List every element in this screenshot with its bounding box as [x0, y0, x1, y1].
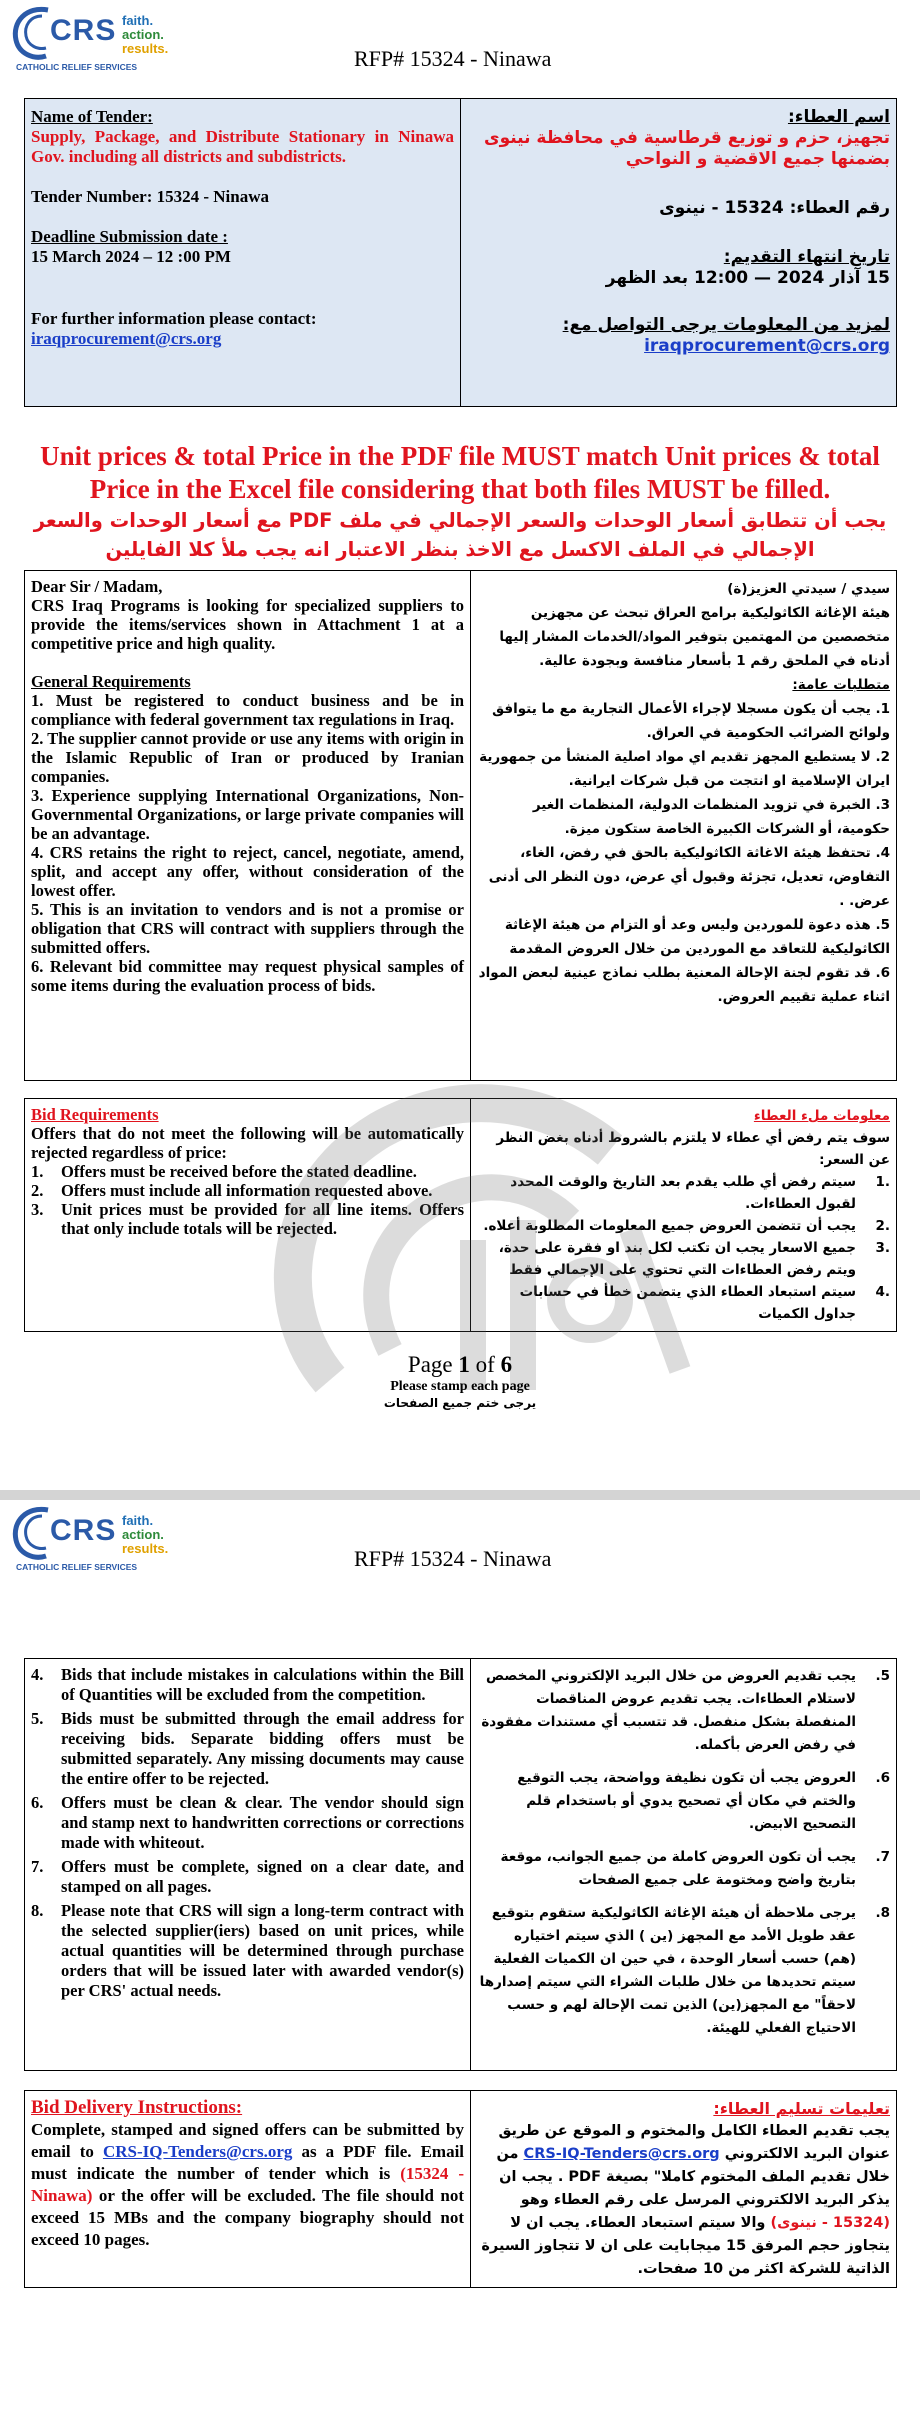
tender-reference: (15324 - Ninawa) — [31, 2164, 464, 2205]
bid-requirement-item: 1. Offers must be received before the stated deadline. — [31, 1162, 417, 1181]
bid-requirement-item-ar: 8. يرجى ملاحظة أن هيئة الإغاثة الكاثوليكية ستقوم بتوقيع عقد طويل الأمد مع المجهز (ين ) الذي سيتم اختياره (هم) حسب أسعار الوحدة ، في حين ان الكميات الفعلية سيتم تحديدها من خلال طلبات الشراء التي سيتم إصدارها لاحقاً" مع المجهز(ين) الذين تمت الإحالة لهم و حسب الاحتياج الفعلي للهيئة. — [479, 1905, 890, 2036]
logo-text: CRS — [50, 1514, 117, 1547]
contact-email-link-ar[interactable]: iraqprocurement@crs.org — [644, 336, 890, 356]
bid-requirement-item: 5. Bids must be submitted through the email address for receiving bids. Separate bidding offers must be submitted separately. Any missing documents may cause the entire offer to be rejected. — [31, 1709, 464, 1788]
requirement-item-ar: 1. يجب أن يكون مسجلا لإجراء الأعمال التجارية مع ما يتوافق ولوائح الضرائب الحكومية في العراق. — [492, 701, 890, 741]
logo-tag-faith: faith. — [122, 1513, 154, 1528]
tender-name-value-ar: تجهيز، حزم و توزيع قرطاسية في محافظة نينوى بضمنها جميع الاقضية و النواحي — [484, 128, 890, 169]
contact-email-link[interactable]: iraqprocurement@crs.org — [31, 329, 222, 348]
requirement-item-ar: 6. قد تقوم لجنة الإحالة المعنية بطلب نماذج عينية لبعض المواد اثناء عملية تقييم العروض. — [478, 965, 890, 1005]
general-requirements-english — [25, 571, 471, 1081]
page-separator — [0, 1490, 920, 1500]
requirement-item-ar: 3. الخبرة في تزويد المنظمات الدولية، المنظمات الغير حكومية، أو الشركات الكبيرة الخاصة ستكون ميزة. — [532, 797, 890, 837]
deadline-value: 15 March 2024 – 12 :00 PM — [31, 247, 231, 266]
bid-delivery-text: Complete, stamped and signed offers can be submitted by email to CRS-IQ-Tenders@crs.org as a PDF file. Email must indicate the number of tender which is (15324 - Ninawa) or the offer will be excluded. The file should not exceed 15 MBs and the company biography should not exceed 10 pages. — [31, 2120, 465, 2249]
tender-name-value: Supply, Package, and Distribute Stationary in Ninawa Gov. including all districts and subdistricts. — [31, 127, 454, 166]
crs-logo — [8, 1504, 178, 1584]
price-match-banner — [24, 440, 896, 564]
bid-requirement-item-ar: .4 سيتم استبعاد العطاء الذي يتضمن خطأ في حسابات جداول الكميات — [519, 1284, 890, 1322]
bid-requirements-english — [25, 1099, 471, 1332]
bid-requirement-item: 8. Please note that CRS will sign a long-term contract with the selected supplier(iers) based on unit prices, while actual quantities will be determined through purchase orders that will be issued later with awarded vendor(s) per CRS' actual needs. — [31, 1901, 464, 2000]
bid-requirements-continued-english — [25, 1659, 471, 2071]
page-header — [0, 1500, 920, 1595]
tender-info-table — [24, 98, 897, 407]
general-requirements-label-ar: متطلبات عامة: — [792, 677, 890, 693]
bid-requirements-table — [24, 1098, 897, 1332]
intro-text: CRS Iraq Programs is looking for specialized suppliers to provide the items/services shown in Attachment 1 at a competitive price and high quality. — [31, 596, 464, 653]
general-requirements-label: General Requirements — [31, 672, 191, 691]
bid-requirements-continued-arabic — [471, 1659, 897, 2071]
logo-tag-results: results. — [122, 41, 169, 56]
bid-requirement-item-ar: 5. يجب تقديم العروض من خلال البريد الإلكتروني المخصص لاستلام العطاءات. يجب تقديم عروض المناقصات المنفصلة بشكل منفصل. قد تتسبب أي مستندات مفقودة في رفض العرض بأكمله. — [481, 1668, 890, 1753]
bid-requirements-label: Bid Requirements — [31, 1105, 159, 1124]
logo-tagline — [122, 14, 168, 56]
stamp-note: Please stamp each page — [390, 1379, 530, 1394]
bid-requirements-text: Offers that do not meet the following will be automatically rejected regardless of price: — [31, 1124, 464, 1162]
deadline-label: Deadline Submission date : — [31, 227, 228, 246]
bid-requirement-item-ar: .2 يجب أن تتضمن العروض جميع المعلومات المطلوبة أعلاه. — [483, 1218, 890, 1234]
bid-delivery-english — [25, 2091, 471, 2288]
bid-requirement-item: 2. Offers must include all information requested above. — [31, 1181, 433, 1200]
crs-logo — [8, 4, 178, 84]
page-header — [0, 0, 920, 95]
salutation: Dear Sir / Madam, — [31, 577, 163, 596]
price-match-banner-ar: يجب أن تتطابق أسعار الوحدات والسعر الإجمالي في ملف PDF مع أسعار الوحدات والسعر الإجمالي في الملف الاكسل مع الاخذ بنظر الاعتبار انه يجب ملأ كلا الفايلين — [33, 509, 887, 561]
tender-reference-ar: (15324 - نينوى) — [770, 2215, 890, 2231]
bid-delivery-arabic — [471, 2091, 897, 2288]
logo-caption: CATHOLIC RELIEF SERVICES — [16, 62, 138, 72]
page-footer — [0, 1352, 920, 1411]
tender-number: Tender Number: 15324 - Ninawa — [31, 187, 270, 206]
bid-requirement-item-ar: 7. يجب أن تكون العروض كاملة من جميع الجوانب، موقعة بتاريخ واضح ومختومة على جميع الصفحات — [500, 1849, 890, 1888]
price-match-banner-en: Unit prices & total Price in the PDF file MUST match Unit prices & total Price in the Excel file considering that both files MUST be filled. — [40, 441, 880, 504]
requirement-item: 3. Experience supplying International Organizations, Non-Governmental Organizations, or large private companies will be an advantage. — [31, 786, 464, 843]
bid-delivery-label-ar: تعليمات تسليم العطاء: — [713, 2099, 890, 2118]
tender-info-english — [25, 99, 461, 407]
requirement-item: 5. This is an invitation to vendors and is not a promise or obligation that CRS will contract with suppliers through the submitted offers. — [31, 900, 464, 957]
document-page-2 — [0, 1500, 920, 2420]
salutation-ar: سيدي / سيدتي العزيز(ة) — [727, 581, 890, 597]
stamp-note-ar: يرجى ختم جميع الصفحات — [383, 1396, 537, 1410]
tender-number-ar: رقم العطاء: 15324 - نينوى — [659, 198, 890, 218]
requirement-item: 1. Must be registered to conduct business and be in compliance with federal government tax regulations in Iraq. — [31, 691, 464, 729]
bid-delivery-text-ar: يجب تقديم العطاء الكامل والمختوم و الموقع عن طريق عنوان البريد الالكتروني CRS-IQ-Tenders@crs.org من خلال تقديم الملف المختوم كاملا" بصيغة PDF . يجب ان يذكر البريد الالكتروني المرسل على رقم العطاء وهو (15324 - نينوى) والا سيتم استبعاد العطاء. يجب ان لا يتجاوز حجم المرفق 15 ميجابايت على ان لا تتجاوز السيرة الذاتية للشركة اكثر من 10 صفحات. — [481, 2123, 890, 2277]
deadline-value-ar: 15 آذار 2024 — 12:00 بعد الظهر — [605, 268, 890, 288]
tender-name-label: Name of Tender: — [31, 107, 153, 126]
requirement-item-ar: 4. تحتفظ هيئة الاغاثة الكاثوليكية بالحق في رفض، الغاء، التفاوض، تعديل، تجزئة وقبول أي عرض، دون النظر الى أدنى عرض. . — [488, 845, 890, 909]
bid-requirement-item-ar: 6. العروض يجب أن تكون نظيفة وواضحة، يجب التوقيع والختم في مكان أي تصحيح يدوي أو باستخدام قلم التصحيح الابيض. — [517, 1770, 890, 1832]
bid-requirement-item-ar: .3 جميع الاسعار يجب ان تكتب لكل بند او فقرة على حدة، ويتم رفض العطاءات التي تحتوي على الإجمالي فقط — [498, 1240, 890, 1278]
general-requirements-arabic — [471, 571, 897, 1081]
bid-requirements-arabic — [471, 1099, 897, 1332]
bid-requirement-item: 4. Bids that include mistakes in calculations within the Bill of Quantities will be excluded from the competition. — [31, 1665, 464, 1704]
requirement-item: 4. CRS retains the right to reject, cancel, negotiate, amend, split, and accept any offer, without consideration of the lowest offer. — [31, 843, 464, 900]
requirement-item-ar: 2. لا يستطيع المجهز تقديم اي مواد اصلية المنشأ من جمهورية ايران الإسلامية او انتجت من قبل شركات ايرانية. — [479, 749, 890, 789]
tenders-email-link[interactable]: CRS-IQ-Tenders@crs.org — [102, 2142, 293, 2161]
bid-requirement-item-ar: .1 سيتم رفض أي طلب يقدم بعد التاريخ والوقت المحدد لقبول العطاءات. — [510, 1174, 890, 1212]
rfp-title: RFP# 15324 - Ninawa — [354, 1546, 552, 1571]
bid-requirements-continued-table — [24, 1658, 897, 2071]
logo-tag-action: action. — [122, 27, 164, 42]
contact-line: For further information please contact: — [31, 309, 317, 328]
tender-name-label-ar: اسم العطاء: — [787, 107, 890, 127]
bid-requirements-label-ar: معلومات ملء العطاء — [753, 1108, 890, 1124]
bid-requirement-item: 3. Unit prices must be provided for all line items. Offers that only include totals will be rejected. — [31, 1200, 464, 1238]
logo-tag-action: action. — [122, 1527, 164, 1542]
logo-tag-results: results. — [122, 1541, 169, 1556]
tenders-email-link-ar[interactable]: CRS-IQ-Tenders@crs.org — [523, 2146, 720, 2162]
bid-requirement-item: 7. Offers must be complete, signed on a clear date, and stamped on all pages. — [31, 1857, 464, 1896]
requirement-item: 2. The supplier cannot provide or use any items with origin in the Islamic Republic of Iran or produced by Iranian companies. — [31, 729, 464, 786]
contact-line-ar: لمزيد من المعلومات يرجى التواصل مع: — [562, 315, 890, 335]
rfp-title: RFP# 15324 - Ninawa — [354, 46, 552, 71]
requirement-item-ar: 5. هذه دعوة للموردين وليس وعد أو التزام من هيئة الإغاثة الكاثوليكية للتعاقد مع الموردين من خلال العروض المقدمة — [504, 917, 890, 957]
logo-caption: CATHOLIC RELIEF SERVICES — [16, 1562, 138, 1572]
page-number: Page 1 of 6 — [407, 1352, 513, 1377]
intro-text-ar: هيئة الإغاثة الكاثوليكية برامج العراق تبحث عن مجهزين متخصصين من المهتمين بتوفير المواد/الخدمات المشار إليها أدناه في الملحق رقم 1 بأسعار منافسة وبجودة عالية. — [499, 605, 890, 669]
bid-delivery-label: Bid Delivery Instructions: — [31, 2097, 243, 2118]
logo-tagline — [122, 1514, 168, 1556]
tender-info-arabic — [461, 99, 897, 407]
general-requirements-table — [24, 570, 897, 1081]
bid-delivery-table — [24, 2090, 897, 2288]
bid-requirement-item: 6. Offers must be clean & clear. The vendor should sign and stamp next to handwritten corrections or corrections made with whiteout. — [31, 1793, 464, 1852]
logo-tag-faith: faith. — [122, 13, 154, 28]
logo-text: CRS — [50, 14, 117, 47]
bid-requirements-text-ar: سوف يتم رفض أي عطاء لا يلتزم بالشروط أدناه بغض النظر عن السعر: — [496, 1130, 890, 1168]
deadline-label-ar: تاريخ انتهاء التقديم: — [723, 247, 890, 267]
requirement-item: 6. Relevant bid committee may request physical samples of some items during the evaluation process of bids. — [31, 957, 464, 995]
